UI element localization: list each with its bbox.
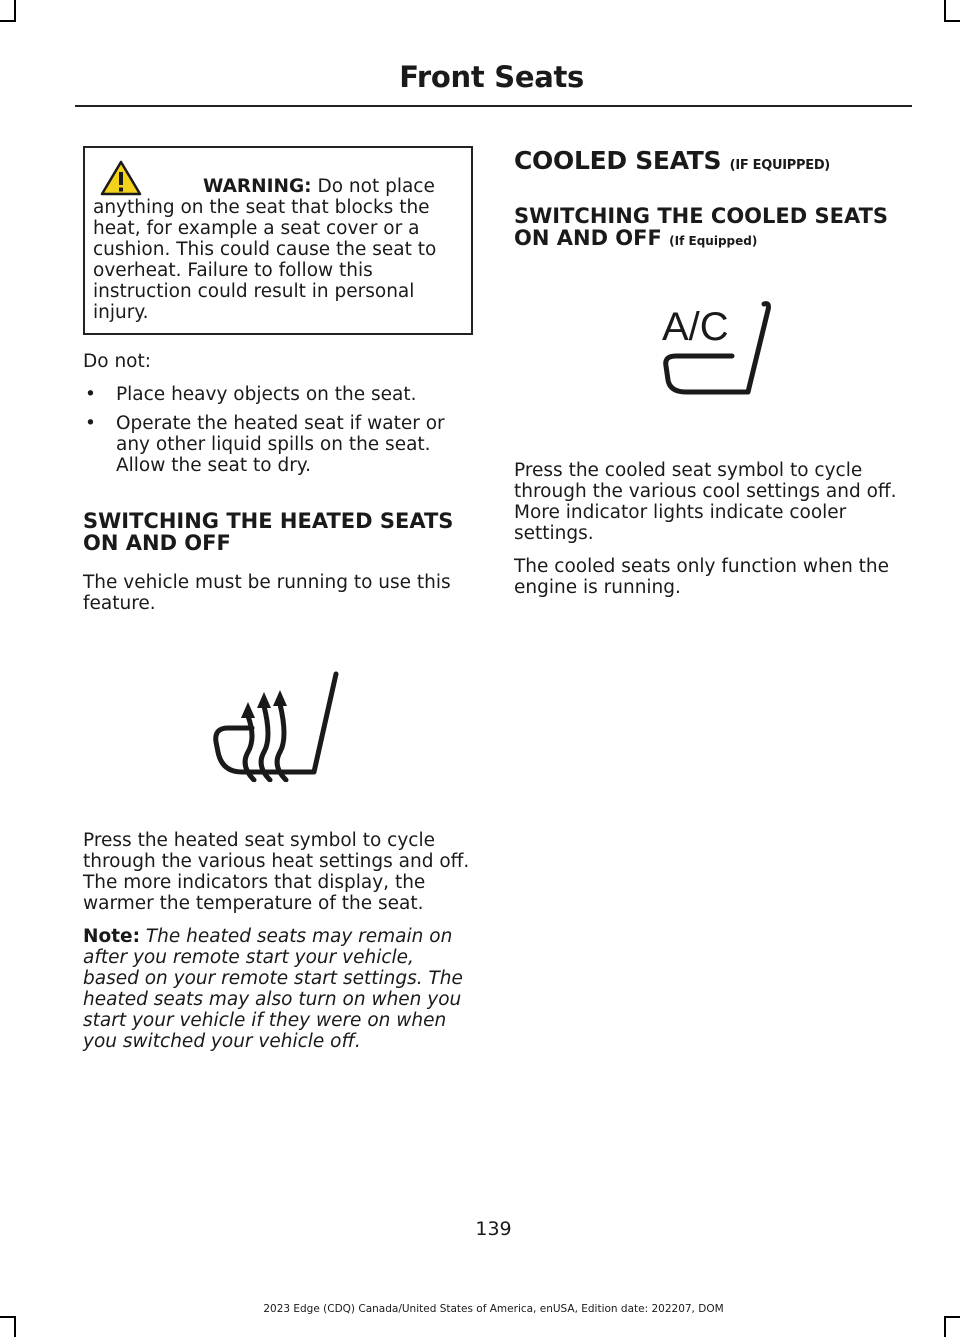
note-text: The heated seats may remain on after you remote start your vehicle, based on your remote start settings. The heated seats may also turn on when you start your vehicle if they were on when you switched your vehicle off. — [83, 926, 463, 1052]
bullet: • — [85, 413, 96, 434]
page-number: 139 — [475, 1218, 512, 1240]
warning-text — [93, 176, 461, 323]
heading-suffix: (If Equipped) — [669, 234, 758, 248]
crop-mark — [14, 0, 16, 22]
page-title: Front Seats — [399, 60, 584, 94]
heated-seat-icon — [208, 656, 348, 782]
cooled-seat-icon — [648, 296, 778, 400]
cooled-only-when: The cooled seats only function when the engine is running. — [514, 556, 890, 598]
section-suffix: (IF EQUIPPED) — [729, 158, 830, 173]
list-item-text: Place heavy objects on the seat. — [116, 384, 417, 405]
crop-mark — [944, 1316, 946, 1337]
crop-mark — [14, 1316, 16, 1337]
warning-box — [83, 146, 473, 335]
crop-mark — [944, 1316, 960, 1318]
list-item — [83, 384, 473, 405]
header-divider — [75, 105, 912, 107]
warning-label: WARNING: — [203, 176, 312, 197]
do-not-list — [83, 384, 473, 476]
heated-press-text: Press the heated seat symbol to cycle through the various heat settings and off. The more indicators that display, the warmer the temperature of the seat. — [83, 830, 470, 914]
crop-mark — [0, 1316, 16, 1318]
crop-mark — [944, 0, 946, 22]
warning-body: Do not place anything on the seat that blocks the heat, for example a seat cover or a cushion. This could cause the seat to overheat. Failure to follow this instruction could result in personal injury. — [93, 176, 437, 323]
icon-label: A/C — [662, 305, 729, 349]
list-item-text: Operate the heated seat if water or any other liquid spills on the seat. Allow the seat to dry. — [116, 413, 445, 476]
heading-line: SWITCHING THE HEATED SEATS — [83, 509, 454, 533]
bullet: • — [85, 384, 96, 405]
cooled-seats-section-title — [514, 146, 912, 175]
heading-line: ON AND OFF — [83, 531, 231, 555]
crop-mark — [0, 20, 16, 22]
heated-seat-figure — [83, 656, 473, 786]
crop-mark — [944, 20, 960, 22]
cooled-seats-heading — [514, 205, 912, 252]
do-not-intro: Do not: — [83, 351, 151, 372]
section-title: COOLED SEATS — [514, 146, 722, 175]
heading-line: ON AND OFF — [514, 226, 662, 250]
left-column — [83, 146, 473, 1052]
heated-intro: The vehicle must be running to use this feature. — [83, 572, 451, 614]
heading-line: SWITCHING THE COOLED SEATS — [514, 204, 889, 228]
cooled-press-text: Press the cooled seat symbol to cycle through the various cool settings and off. More indicator lights indicate cooler settings. — [514, 460, 897, 544]
note-label: Note: — [83, 926, 140, 947]
warning-triangle-icon — [100, 160, 142, 196]
heated-note — [83, 926, 473, 1052]
right-column — [514, 146, 912, 598]
footer: 2023 Edge (CDQ) Canada/United States of America, enUSA, Edition date: 202207, DOM — [263, 1303, 724, 1315]
heated-seats-heading — [83, 510, 473, 554]
cooled-seat-figure — [514, 296, 912, 406]
list-item — [83, 413, 473, 476]
